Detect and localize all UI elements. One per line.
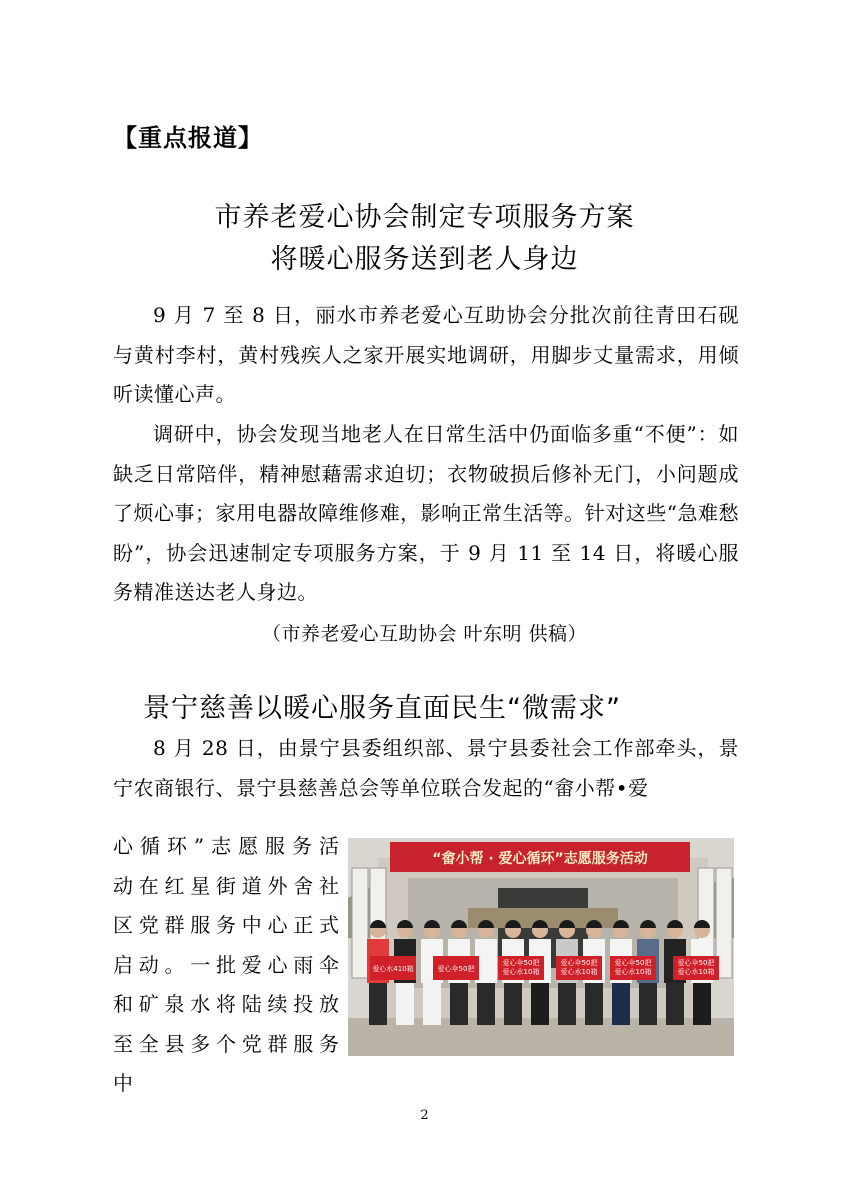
section-tag: 【重点报道】 (113, 124, 263, 152)
page-number: 2 (420, 1108, 429, 1123)
article1-title-line1: 市养老爱心协会制定专项服务方案 (214, 202, 635, 233)
donation-sign-text: 爱心水410箱 (372, 965, 414, 973)
donation-sign-text: 爱心水10箱 (677, 968, 715, 976)
donation-sign-text: 爱心伞50把 (560, 959, 598, 967)
article1-title-line2: 将暖心服务送到老人身边 (270, 244, 579, 275)
donation-sign-text: 爱心水10箱 (560, 968, 598, 976)
donation-sign-text: 爱心水10箱 (614, 968, 652, 976)
event-photo (348, 838, 734, 1056)
article1-byline: （市养老爱心互助协会 叶东明 供稿） (261, 623, 588, 645)
donation-sign-text: 爱心伞50把 (502, 959, 540, 967)
donation-sign-text: 爱心伞50把 (677, 959, 715, 967)
donation-sign-text: 爱心伞50把 (614, 959, 652, 967)
article2-title: 景宁慈善以暖心服务直面民生“微需求” (143, 693, 621, 724)
donation-sign-text: 爱心水10箱 (502, 968, 540, 976)
article1-paragraph1: 9 月 7 至 8 日，丽水市养老爱心互助协会分批次前往青田石砚与黄村李村，黄村残疾人之家开展实地调研，用脚步丈量需求，用倾听读懂心声。 (113, 303, 739, 406)
donation-sign-text: 爱心伞50把 (437, 965, 475, 973)
article1-paragraph2: 调研中，协会发现当地老人在日常生活中仍面临多重“不便”：如缺乏日常陪伴，精神慰藉需求迫切；衣物破损后修补无门，小问题成了烦心事；家用电器故障维修难，影响正常生活等。针对这些“急难愁盼”，协会迅速制定专项服务方案，于 9 月 11 至 14 日，将暖心服务精准送达老人身边。 (113, 422, 739, 604)
article2-paragraph2: 心循环”志愿服务活动在红星街道外舍社区党群服务中心正式启动。一批爱心雨伞和矿泉水将陆续投放至全县多个党群服务中 (113, 834, 343, 1095)
article2-paragraph1: 8 月 28 日，由景宁县委组织部、景宁县委社会工作部牵头，景宁农商银行、景宁县慈善总会等单位联合发起的“畲小帮•爱 (113, 736, 739, 800)
banner-text: “畲小帮 · 爱心循环”志愿服务活动 (432, 851, 648, 867)
